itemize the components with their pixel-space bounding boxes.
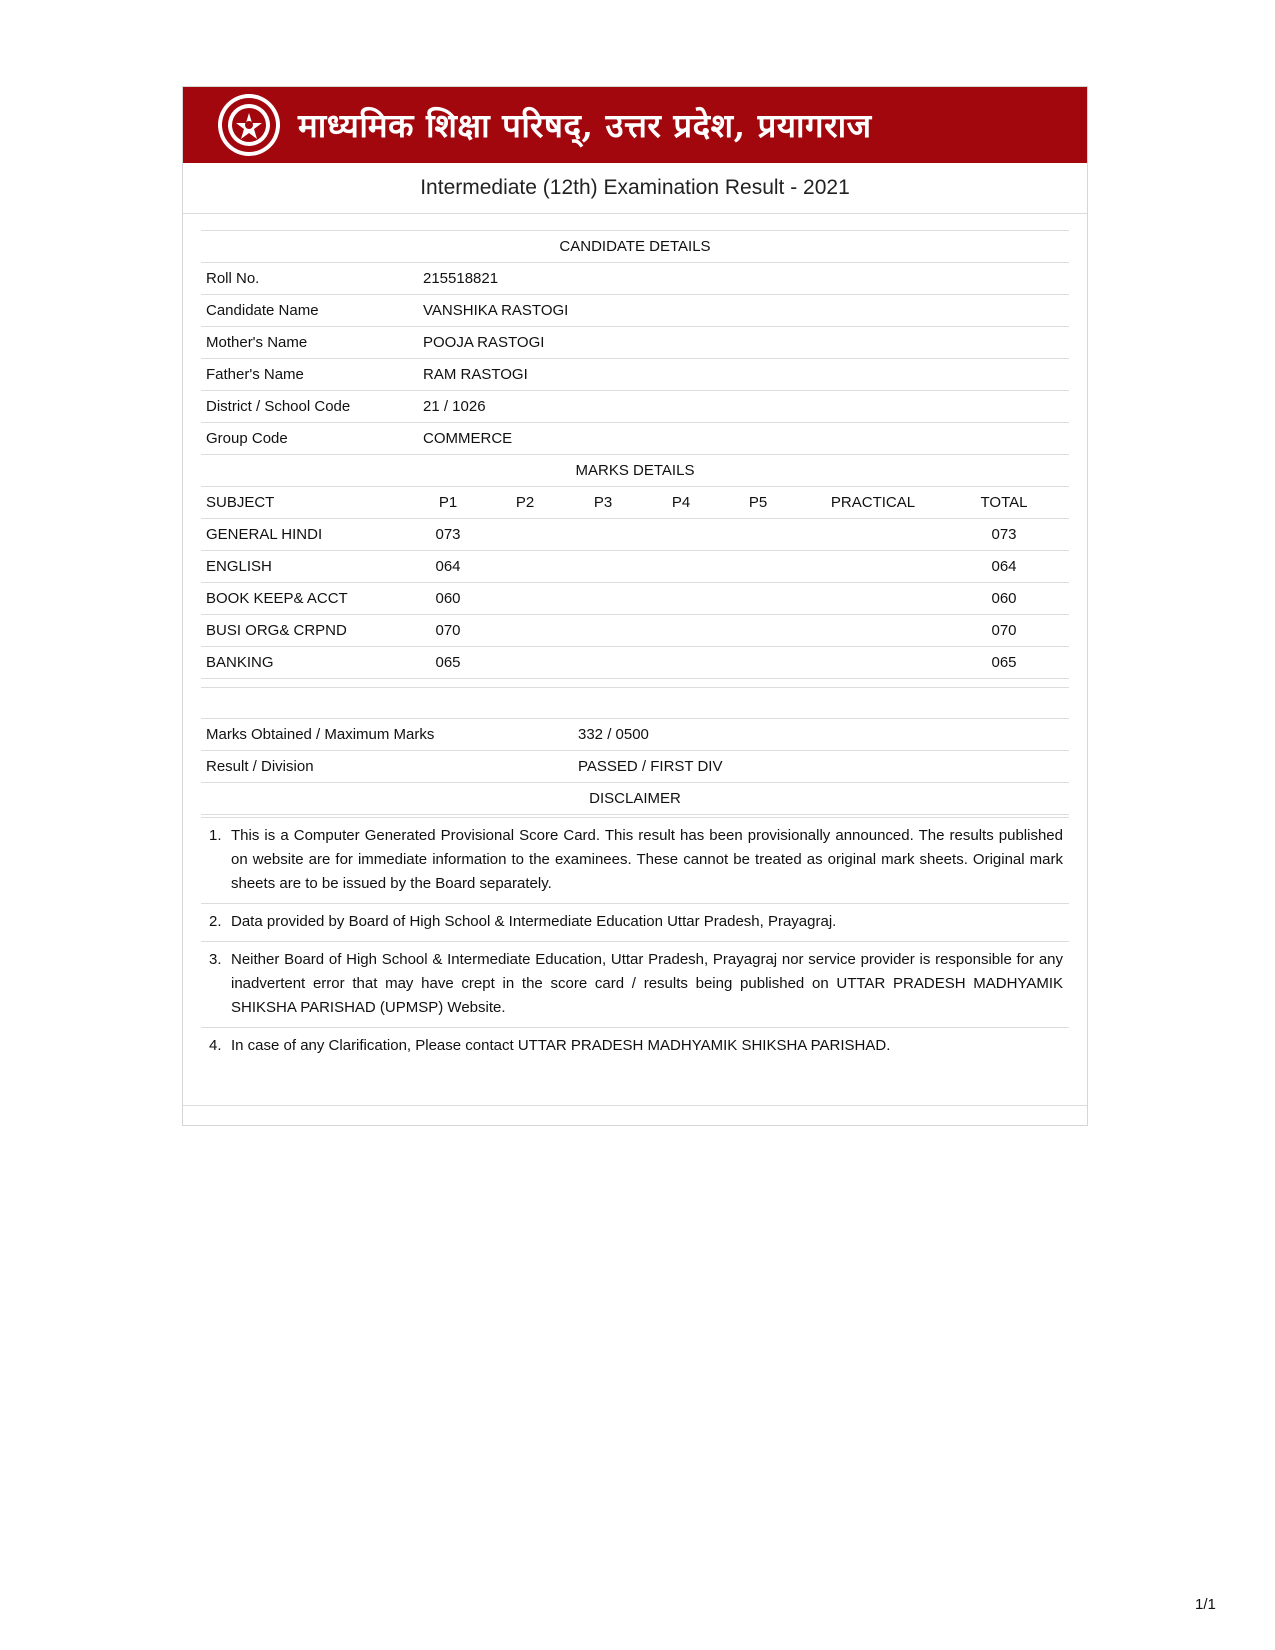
row-value: 21 / 1026 bbox=[423, 398, 486, 415]
row-label: Mother's Name bbox=[206, 334, 308, 351]
total-cell: 065 bbox=[991, 654, 1017, 671]
subject-cell: ENGLISH bbox=[206, 558, 272, 575]
result-card bbox=[182, 86, 1088, 1126]
row-label: Result / Division bbox=[206, 758, 314, 775]
list-item bbox=[201, 942, 1069, 1028]
card-footer-divider bbox=[183, 1105, 1087, 1106]
row-label: Marks Obtained / Maximum Marks bbox=[206, 726, 435, 743]
row-value: PASSED / FIRST DIV bbox=[578, 758, 723, 775]
column-header: P3 bbox=[593, 494, 613, 511]
p1-cell: 060 bbox=[435, 590, 461, 607]
item-text: Data provided by Board of High School & Intermediate Education Uttar Pradesh, Prayagraj. bbox=[231, 913, 837, 930]
candidate-row bbox=[201, 359, 1069, 391]
candidate-row bbox=[201, 295, 1069, 327]
header-banner bbox=[183, 87, 1087, 163]
candidate-details-heading: CANDIDATE DETAILS bbox=[201, 231, 1069, 263]
row-label: District / School Code bbox=[206, 398, 351, 415]
marks-header-row bbox=[201, 487, 1069, 519]
item-text: Neither Board of High School & Intermediate Education, Uttar Pradesh, Prayagraj nor service provider is responsible for any inadvertent error that may have crept in the score card / results being published on UTTAR PRADESH MADHYAMIK SHIKSHA PARISHAD (UPMSP) Website. bbox=[231, 951, 1063, 1016]
column-header: SUBJECT bbox=[206, 494, 275, 511]
table-row bbox=[201, 583, 1069, 615]
row-value: POOJA RASTOGI bbox=[423, 334, 545, 351]
candidate-row bbox=[201, 327, 1069, 359]
total-cell: 073 bbox=[991, 526, 1017, 543]
table-row bbox=[201, 519, 1069, 551]
column-header: TOTAL bbox=[980, 494, 1028, 511]
column-header: P1 bbox=[438, 494, 458, 511]
p1-cell: 073 bbox=[435, 526, 461, 543]
list-item bbox=[201, 904, 1069, 942]
column-header: P4 bbox=[671, 494, 691, 511]
exam-title: Intermediate (12th) Examination Result - 2021 bbox=[183, 163, 1087, 214]
total-cell: 064 bbox=[991, 558, 1017, 575]
disclaimer-heading: DISCLAIMER bbox=[201, 783, 1069, 815]
marks-details-heading: MARKS DETAILS bbox=[201, 455, 1069, 487]
row-label: Candidate Name bbox=[206, 302, 319, 319]
item-number: 2. bbox=[209, 913, 222, 930]
item-number: 1. bbox=[209, 827, 222, 844]
row-label: Father's Name bbox=[206, 366, 304, 383]
table-row bbox=[201, 647, 1069, 679]
column-header: P2 bbox=[515, 494, 535, 511]
page-number: 1/1 bbox=[1195, 1596, 1216, 1613]
total-cell: 070 bbox=[991, 622, 1017, 639]
subject-cell: BUSI ORG& CRPND bbox=[206, 622, 347, 639]
subject-cell: BOOK KEEP& ACCT bbox=[206, 590, 348, 607]
item-text: In case of any Clarification, Please contact UTTAR PRADESH MADHYAMIK SHIKSHA PARISHAD. bbox=[231, 1037, 891, 1054]
p1-cell: 065 bbox=[435, 654, 461, 671]
row-label: Roll No. bbox=[206, 270, 260, 287]
item-text: This is a Computer Generated Provisional Score Card. This result has been provisionally announced. The results published on website are for immediate information to the examinees. These cannot be treated as original mark sheets. Original mark sheets are to be issued by the Board separately. bbox=[231, 827, 1063, 892]
candidate-row bbox=[201, 263, 1069, 295]
summary-row bbox=[201, 751, 1069, 783]
item-number: 3. bbox=[209, 951, 222, 968]
subject-cell: BANKING bbox=[206, 654, 274, 671]
row-value: 332 / 0500 bbox=[578, 726, 649, 743]
row-value: RAM RASTOGI bbox=[423, 366, 528, 383]
divider bbox=[201, 679, 1069, 688]
marks-table bbox=[201, 487, 1069, 679]
item-number: 4. bbox=[209, 1037, 222, 1054]
candidate-row bbox=[201, 391, 1069, 423]
candidate-details-table bbox=[201, 263, 1069, 455]
candidate-row bbox=[201, 423, 1069, 455]
row-value: COMMERCE bbox=[423, 430, 513, 447]
row-label: Group Code bbox=[206, 430, 288, 447]
disclaimer-list bbox=[201, 817, 1069, 1065]
table-row bbox=[201, 615, 1069, 647]
total-cell: 060 bbox=[991, 590, 1017, 607]
summary-table bbox=[201, 719, 1069, 783]
column-header: P5 bbox=[748, 494, 768, 511]
list-item bbox=[201, 1028, 1069, 1065]
board-title: माध्यमिक शिक्षा परिषद्, उत्तर प्रदेश, प्रयागराज bbox=[298, 106, 872, 145]
column-header: PRACTICAL bbox=[830, 494, 916, 511]
up-government-emblem-icon bbox=[217, 93, 281, 157]
row-value: 215518821 bbox=[423, 270, 499, 287]
result-content bbox=[201, 230, 1069, 1065]
summary-row bbox=[201, 719, 1069, 751]
table-row bbox=[201, 551, 1069, 583]
p1-cell: 064 bbox=[435, 558, 461, 575]
list-item bbox=[201, 818, 1069, 904]
p1-cell: 070 bbox=[435, 622, 461, 639]
row-value: VANSHIKA RASTOGI bbox=[423, 302, 569, 319]
subject-cell: GENERAL HINDI bbox=[206, 526, 323, 543]
